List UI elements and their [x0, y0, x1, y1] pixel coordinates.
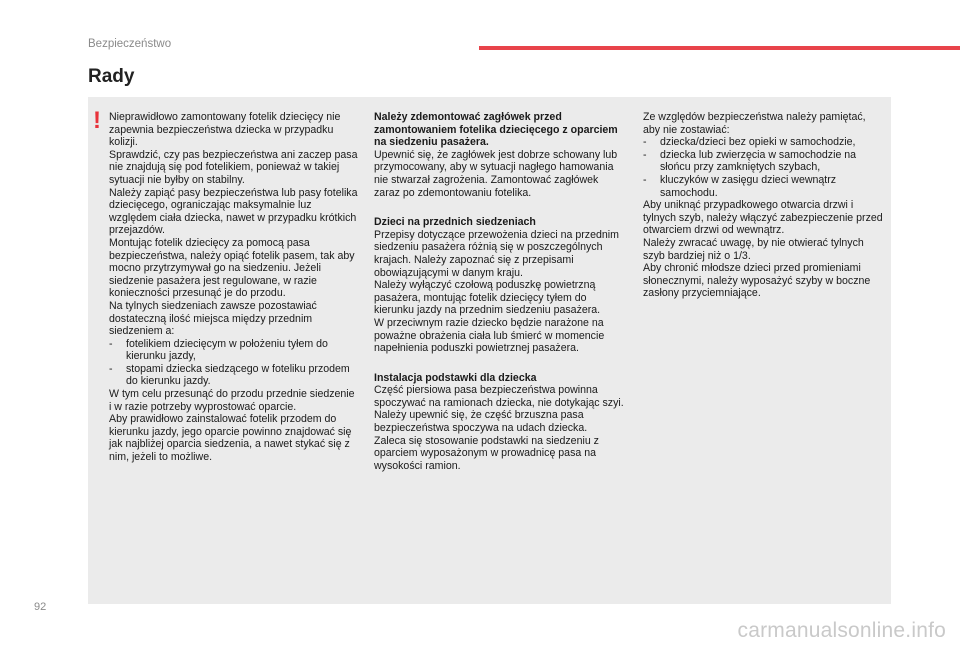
list-item-text: dziecka/dzieci bez opieki w samochodzie,	[660, 136, 856, 149]
list-item	[643, 149, 883, 174]
paragraph: Ze względów bezpieczeństwa należy pamiętać, aby nie zostawiać:	[643, 111, 866, 136]
heading: Dzieci na przednich siedzeniach	[374, 216, 536, 229]
column-2	[374, 111, 626, 472]
paragraph: Aby chronić młodsze dzieci przed promieniami słonecznymi, należy wyposażyć szyby w boczne zasłony przyciemniające.	[643, 262, 871, 300]
paragraph: Nieprawidłowo zamontowany fotelik dziecięcy nie zapewnia bezpieczeństwa dziecka w przypadku kolizji.	[109, 111, 341, 149]
column-1	[109, 111, 359, 464]
paragraph: Należy zapiąć pasy bezpieczeństwa lub pasy fotelika dziecięcego, ograniczając maksymalnie luz względem ciała dziecka, nawet w przypadku krótkich przejazdów.	[109, 186, 358, 237]
bullet-dash: -	[643, 173, 647, 186]
paragraph: Sprawdzić, czy pas bezpieczeństwa ani zaczep pasa nie znajdują się pod fotelikiem, ponieważ w takiej sytuacji nie byłby on stabilny.	[109, 148, 358, 186]
paragraph: Należy wyłączyć czołową poduszkę powietrzną pasażera, montując fotelik dziecięcy tyłem do kierunku jazdy na przednim siedzeniu pasażera.	[374, 279, 601, 317]
column-3	[643, 111, 883, 300]
paragraph: W przeciwnym razie dziecko będzie narażone na poważne obrażenia ciała lub śmierć w momencie napełnienia poduszki powietrznej pasażera.	[374, 316, 605, 355]
heading: Instalacja podstawki dla dziecka	[374, 371, 537, 384]
list-item-text: kluczyków w zasięgu dzieci wewnątrz samochodu.	[660, 173, 837, 199]
heading: Należy zdemontować zagłówek przed zamontowaniem fotelika dziecięcego z oparciem na siedzeniu pasażera.	[374, 111, 618, 149]
paragraph: Część piersiowa pasa bezpieczeństwa powinna spoczywać na ramionach dziecka, nie dotykając szyi.	[374, 384, 624, 409]
list-item	[643, 174, 883, 199]
bullet-dash: -	[109, 337, 113, 350]
bullet-dash: -	[643, 136, 647, 149]
list-item-text: fotelikiem dziecięcym w położeniu tyłem do kierunku jazdy,	[126, 337, 328, 363]
list-item-text: stopami dziecka siedzącego w foteliku przodem do kierunku jazdy.	[126, 362, 350, 388]
paragraph: Przepisy dotyczące przewożenia dzieci na przednim siedzeniu pasażera różnią się w poszczególnych krajach. Należy zapoznać się z przepisami obowiązującymi w danym kraju.	[374, 228, 619, 279]
list-item-text: dziecka lub zwierzęcia w samochodzie na słońcu przy zamkniętych szybach,	[660, 148, 857, 174]
paragraph: W tym celu przesunąć do przodu przednie siedzenie i w razie potrzeby wyprostować oparcie.	[109, 388, 355, 413]
bullet-dash: -	[109, 362, 113, 375]
page-number: 92	[34, 601, 47, 613]
paragraph: Należy upewnić się, że część brzuszna pasa bezpieczeństwa spoczywa na udach dziecka.	[374, 409, 588, 435]
paragraph: Należy zwracać uwagę, by nie otwierać tylnych szyb bardziej niż o 1/3.	[643, 236, 864, 262]
paragraph: Aby uniknąć przypadkowego otwarcia drzwi i tylnych szyb, należy włączyć zabezpieczenie przed otwarciem drzwi od wewnątrz.	[643, 199, 883, 237]
list-item	[643, 136, 883, 149]
page-title: Rady	[88, 66, 135, 87]
exclamation-icon: !	[93, 107, 101, 134]
list-item	[109, 363, 359, 388]
paragraph: Montując fotelik dziecięcy za pomocą pasa bezpieczeństwa, należy opiąć fotelik pasem, tak aby mocno przytrzymywał go na siedzeniu. Jeżeli siedzenie pasażera jest regulowane, w razie konieczności przesunąć je do przodu.	[109, 236, 355, 300]
list-item	[109, 338, 359, 363]
header-accent-bar	[479, 46, 960, 50]
paragraph: Na tylnych siedzeniach zawsze pozostawiać dostateczną ilość miejsca między przednim siedzeniem a:	[109, 299, 317, 338]
section-title: Bezpieczeństwo	[88, 38, 172, 50]
paragraph: Upewnić się, że zagłówek jest dobrze schowany lub przymocowany, aby w sytuacji nagłego hamowania nie stwarzał zagrożenia. Zamontować zagłówek zaraz po zdemontowaniu fotelika.	[374, 148, 618, 199]
watermark: carmanualsonline.info	[737, 619, 946, 642]
paragraph: Zaleca się stosowanie podstawki na siedzeniu z oparciem wyposażonym w prowadnicę pasa na wysokości ramion.	[374, 434, 599, 472]
bullet-dash: -	[643, 148, 647, 161]
paragraph: Aby prawidłowo zainstalować fotelik przodem do kierunku jazdy, jego oparcie powinno znajdować się jak najbliżej oparcia siedzenia, a nawet stykać się z nim, jeżeli to możliwe.	[109, 413, 352, 464]
